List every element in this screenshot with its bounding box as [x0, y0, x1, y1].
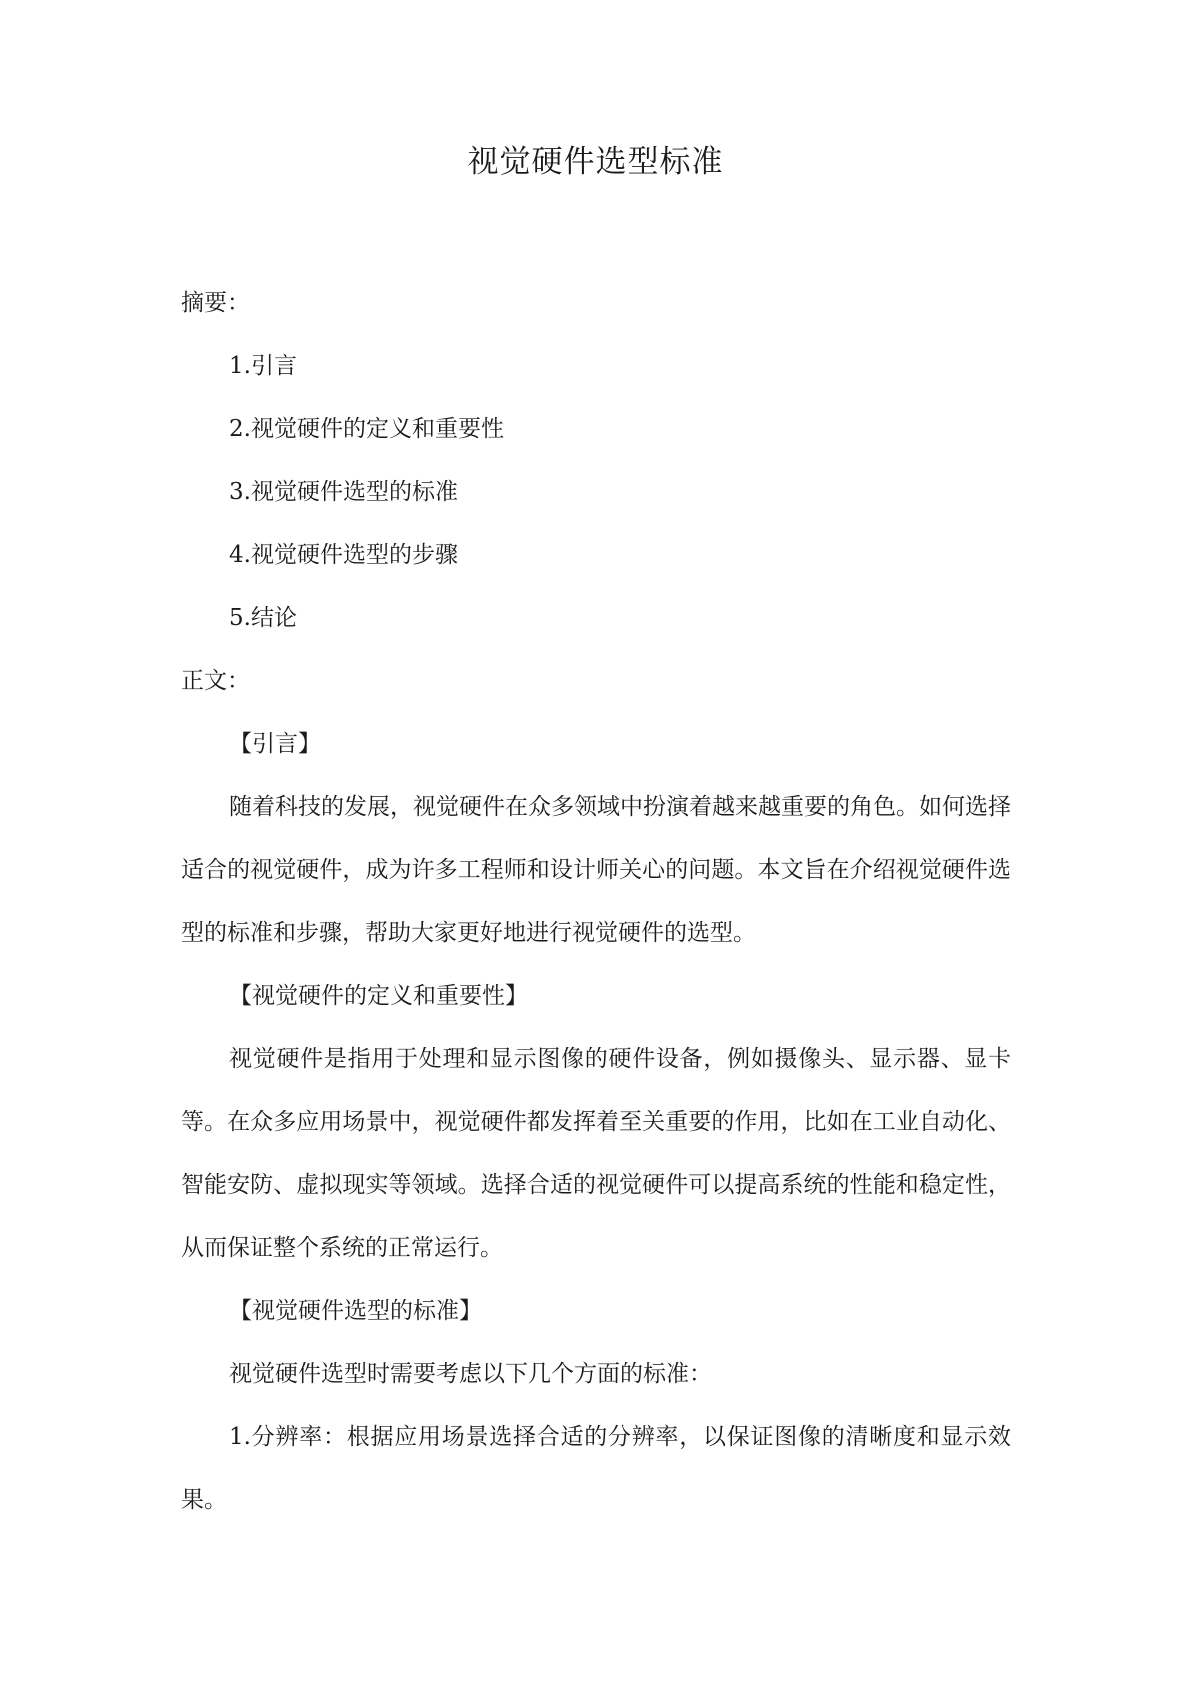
intro-paragraph: 随着科技的发展，视觉硬件在众多领域中扮演着越来越重要的角色。如何选择适合的视觉硬件，成为许多工程师和设计师关心的问题。本文旨在介绍视觉硬件选型的标准和步骤，帮助大家更好地进行视觉硬件的选型。: [181, 794, 1011, 946]
outline-item: 5.结论: [229, 605, 297, 631]
standards-intro-paragraph: 视觉硬件选型时需要考虑以下几个方面的标准：: [229, 1361, 712, 1387]
body-label: 正文：: [181, 668, 250, 694]
summary-label: 摘要：: [181, 290, 250, 316]
document-title: 视觉硬件选型标准: [467, 144, 724, 180]
section-heading-definition: 【视觉硬件的定义和重要性】: [229, 983, 528, 1009]
section-heading-standards: 【视觉硬件选型的标准】: [229, 1298, 482, 1324]
standards-item-paragraph: 1.分辨率：根据应用场景选择合适的分辨率，以保证图像的清晰度和显示效果。: [181, 1424, 1011, 1513]
section-heading-intro: 【引言】: [229, 731, 321, 757]
document-content: [181, 272, 1011, 1532]
outline-item: 1.引言: [229, 353, 297, 379]
outline-item: 3.视觉硬件选型的标准: [229, 479, 458, 505]
outline-item: 4.视觉硬件选型的步骤: [229, 542, 458, 568]
definition-paragraph: 视觉硬件是指用于处理和显示图像的硬件设备，例如摄像头、显示器、显卡等。在众多应用场景中，视觉硬件都发挥着至关重要的作用，比如在工业自动化、智能安防、虚拟现实等领域。选择合适的视觉硬件可以提高系统的性能和稳定性，从而保证整个系统的正常运行。: [181, 1046, 1011, 1261]
outline-item: 2.视觉硬件的定义和重要性: [229, 416, 504, 442]
